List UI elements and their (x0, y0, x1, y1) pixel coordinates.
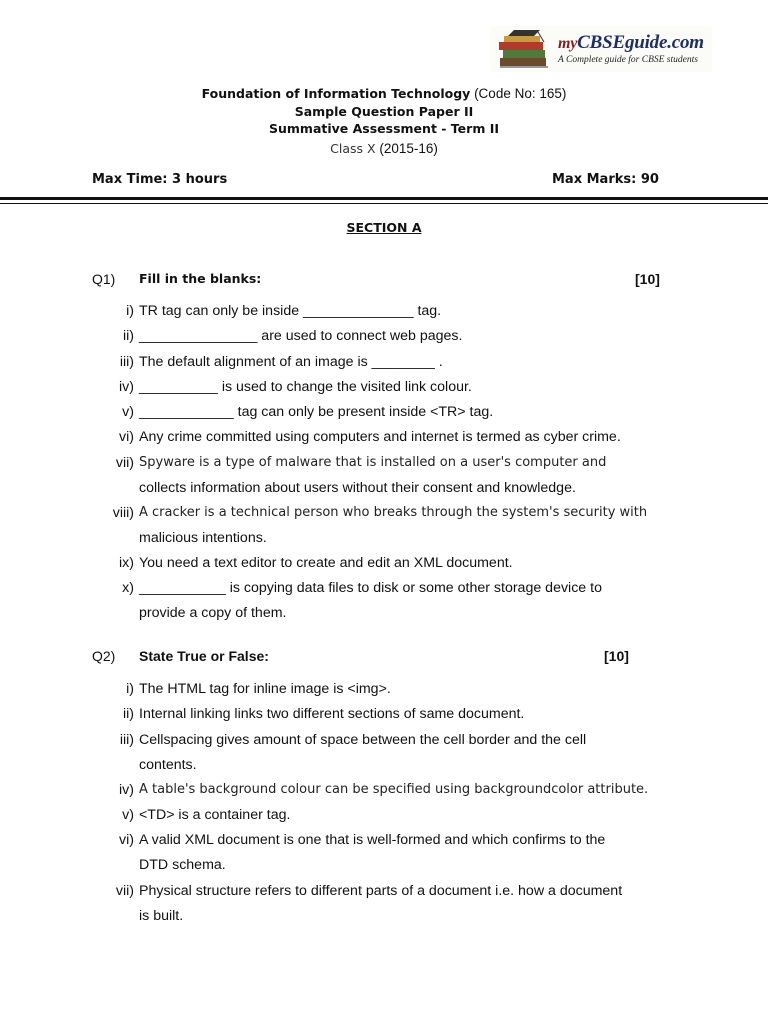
item-text: Cellspacing gives amount of space between the cell border and the cell (139, 732, 587, 748)
item-number: v) (122, 807, 134, 823)
site-logo (490, 26, 712, 72)
item-number: iv) (119, 782, 134, 798)
item-text: The default alignment of an image is ________ . (139, 354, 443, 370)
item-number: iv) (119, 379, 134, 395)
item-number: vi) (119, 832, 134, 848)
item-text: <TD> is a container tag. (139, 807, 291, 823)
item-number: x) (122, 580, 134, 596)
item-number: ii) (122, 328, 134, 344)
item-number: iii) (119, 732, 134, 748)
question-title: State True or False: (139, 648, 269, 664)
logo-prefix: my (558, 35, 578, 52)
item-text: Physical structure refers to different parts of a document i.e. how a document (139, 883, 623, 899)
item-text-continued: collects information about users without their consent and knowledge. (139, 480, 576, 496)
item-text: A cracker is a technical person who breaks through the system's security with (139, 505, 648, 520)
item-text: Spyware is a type of malware that is installed on a user's computer and (139, 455, 607, 470)
item-text: Internal linking links two different sections of same document. (139, 706, 525, 722)
item-text: You need a text editor to create and edit an XML document. (139, 555, 513, 571)
item-text: _______________ are used to connect web pages. (139, 328, 463, 344)
logo-wordmark (558, 32, 704, 54)
item-text: Any crime committed using computers and internet is termed as cyber crime. (139, 429, 621, 445)
logo-main: CBSEguide.com (577, 32, 704, 53)
item-text: ___________ is copying data files to disk or some other storage device to (139, 580, 602, 596)
item-number: vii) (115, 883, 134, 899)
item-text: ____________ tag can only be present inside <TR> tag. (139, 404, 494, 420)
item-number: viii) (112, 505, 134, 521)
paper-name: Sample Question Paper II (294, 104, 474, 119)
item-number: ix) (119, 555, 134, 571)
item-text-continued: malicious intentions. (139, 530, 267, 546)
item-text-continued: DTD schema. (139, 857, 226, 873)
question-marks: [10] (635, 271, 660, 287)
books-logo-icon (494, 28, 554, 70)
question-number: Q1) (92, 271, 116, 287)
logo-tagline: A Complete guide for CBSE students (558, 55, 698, 65)
max-time: Max Time: 3 hours (92, 172, 228, 187)
assessment-name: Summative Assessment - Term II (269, 121, 499, 136)
header-rule-thin (0, 203, 768, 204)
item-number: i) (126, 303, 134, 319)
session-year: (2015-16) (379, 141, 438, 156)
assessment-line (0, 121, 768, 136)
item-number: iii) (119, 354, 134, 370)
item-text-continued: is built. (139, 908, 184, 924)
item-text-continued: provide a copy of them. (139, 605, 287, 621)
item-number: i) (126, 681, 134, 697)
item-number: vii) (115, 455, 134, 471)
item-text: A valid XML document is one that is well-formed and which confirms to the (139, 832, 606, 848)
item-number: ii) (122, 706, 134, 722)
paper-title-line (0, 86, 768, 101)
item-number: vi) (119, 429, 134, 445)
item-text: __________ is used to change the visited link colour. (139, 379, 472, 395)
question-title: Fill in the blanks: (139, 271, 262, 286)
paper-subject: Foundation of Information Technology (201, 86, 471, 101)
paper-name-line (0, 104, 768, 119)
item-text: A table's background colour can be specified using backgroundcolor attribute. (139, 782, 649, 797)
item-text-continued: contents. (139, 757, 197, 773)
question-marks: [10] (604, 648, 629, 664)
class-label: Class X (330, 141, 376, 156)
item-number: v) (122, 404, 134, 420)
question-number: Q2) (92, 648, 116, 664)
section-title: SECTION A (346, 220, 422, 235)
paper-code: (Code No: 165) (474, 86, 567, 101)
item-text: TR tag can only be inside ______________ tag. (139, 303, 442, 319)
class-line (0, 141, 768, 156)
max-marks: Max Marks: 90 (552, 172, 659, 187)
header-rule-thick (0, 197, 768, 200)
item-text: The HTML tag for inline image is <img>. (139, 681, 391, 697)
